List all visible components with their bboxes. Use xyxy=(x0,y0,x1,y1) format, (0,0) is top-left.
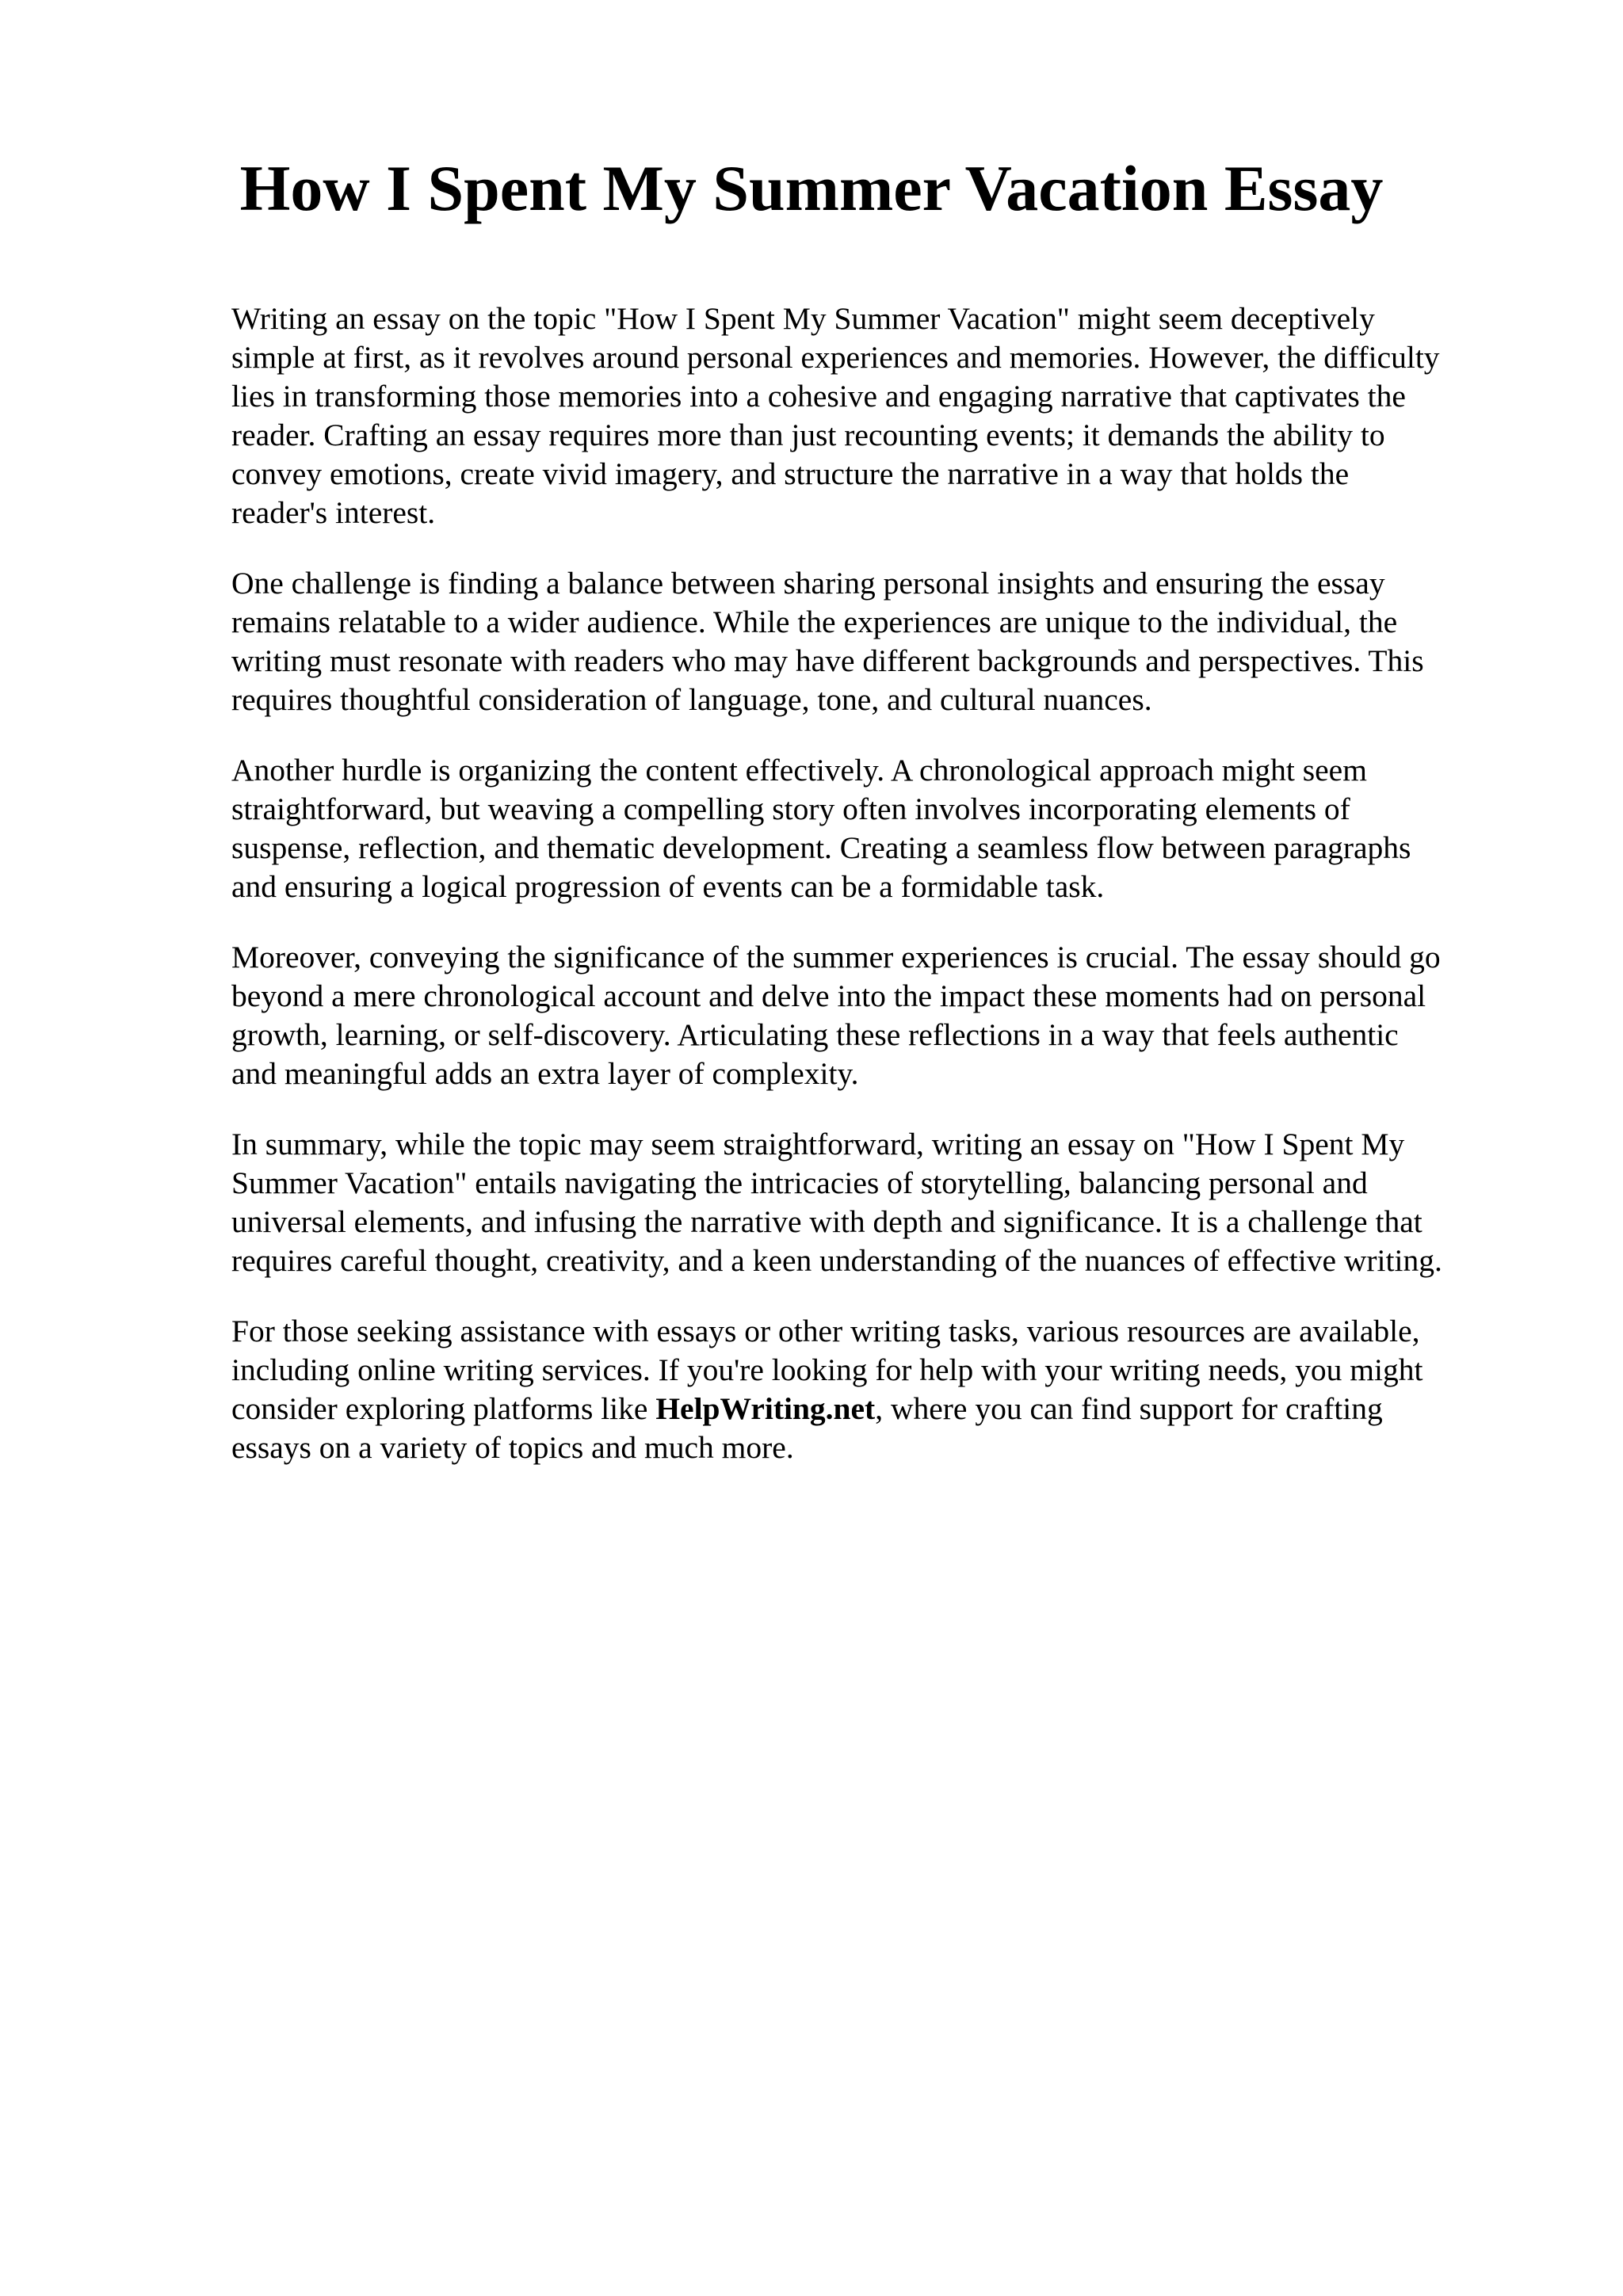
paragraph-line: beyond a mere chronological account and delve into the impact these moments had on personal xyxy=(231,978,1426,1013)
paragraph-line: reader. Crafting an essay requires more than just recounting events; it demands the ability to xyxy=(231,418,1385,452)
paragraph-line: suspense, reflection, and thematic development. Creating a seamless flow between paragraphs xyxy=(231,830,1411,865)
paragraph-line: including online writing services. If you're looking for help with your writing needs, you might xyxy=(231,1352,1423,1387)
essay-body xyxy=(231,299,1515,1499)
paragraph-line: writing must resonate with readers who may have different backgrounds and perspectives. This xyxy=(231,643,1424,678)
paragraph-line: reader's interest. xyxy=(231,495,436,530)
paragraph-line: convey emotions, create vivid imagery, and structure the narrative in a way that holds the xyxy=(231,456,1350,491)
paragraph-line: growth, learning, or self-discovery. Articulating these reflections in a way that feels authentic xyxy=(231,1017,1399,1052)
paragraph-significance xyxy=(231,938,1515,1093)
paragraph-organizing xyxy=(231,751,1515,906)
paragraph-closing xyxy=(231,1312,1515,1467)
paragraph-line: For those seeking assistance with essays or other writing tasks, various resources are available, xyxy=(231,1314,1420,1348)
paragraph-line: straightforward, but weaving a compelling story often involves incorporating elements of xyxy=(231,791,1350,826)
paragraph-line: Another hurdle is organizing the content effectively. A chronological approach might seem xyxy=(231,753,1367,788)
helpwriting-brand-text: HelpWriting.net xyxy=(655,1391,876,1426)
paragraph-line: requires careful thought, creativity, and a keen understanding of the nuances of effective writing. xyxy=(231,1243,1442,1278)
page-title: How I Spent My Summer Vacation Essay xyxy=(239,152,1384,224)
paragraph-balance xyxy=(231,564,1515,719)
paragraph-line: requires thoughtful consideration of language, tone, and cultural nuances. xyxy=(231,682,1152,717)
paragraph-intro xyxy=(231,299,1515,532)
paragraph-line-with-brand xyxy=(231,1390,1515,1428)
paragraph-summary xyxy=(231,1125,1515,1280)
paragraph-line: Summer Vacation" entails navigating the intricacies of storytelling, balancing personal and xyxy=(231,1165,1368,1200)
paragraph-line: Moreover, conveying the significance of the summer experiences is crucial. The essay should go xyxy=(231,940,1441,974)
paragraph-line: simple at first, as it revolves around personal experiences and memories. However, the difficulty xyxy=(231,340,1440,375)
paragraph-line: universal elements, and infusing the narrative with depth and significance. It is a challenge that xyxy=(231,1204,1423,1239)
closing-text-before-brand: consider exploring platforms like xyxy=(231,1391,656,1426)
paragraph-line: essays on a variety of topics and much more. xyxy=(231,1430,794,1465)
paragraph-line: and meaningful adds an extra layer of complexity. xyxy=(231,1056,859,1091)
paragraph-line: remains relatable to a wider audience. While the experiences are unique to the individual, the xyxy=(231,605,1398,639)
paragraph-line: lies in transforming those memories into a cohesive and engaging narrative that captivates the xyxy=(231,379,1406,414)
closing-text-after-brand: , where you can find support for crafting xyxy=(875,1391,1383,1426)
paragraph-line: One challenge is finding a balance between sharing personal insights and ensuring the essay xyxy=(231,566,1385,601)
paragraph-line: Writing an essay on the topic "How I Spent My Summer Vacation" might seem deceptively xyxy=(231,301,1375,336)
paragraph-line: In summary, while the topic may seem straightforward, writing an essay on "How I Spent My xyxy=(231,1127,1405,1161)
paragraph-line: and ensuring a logical progression of events can be a formidable task. xyxy=(231,869,1105,904)
